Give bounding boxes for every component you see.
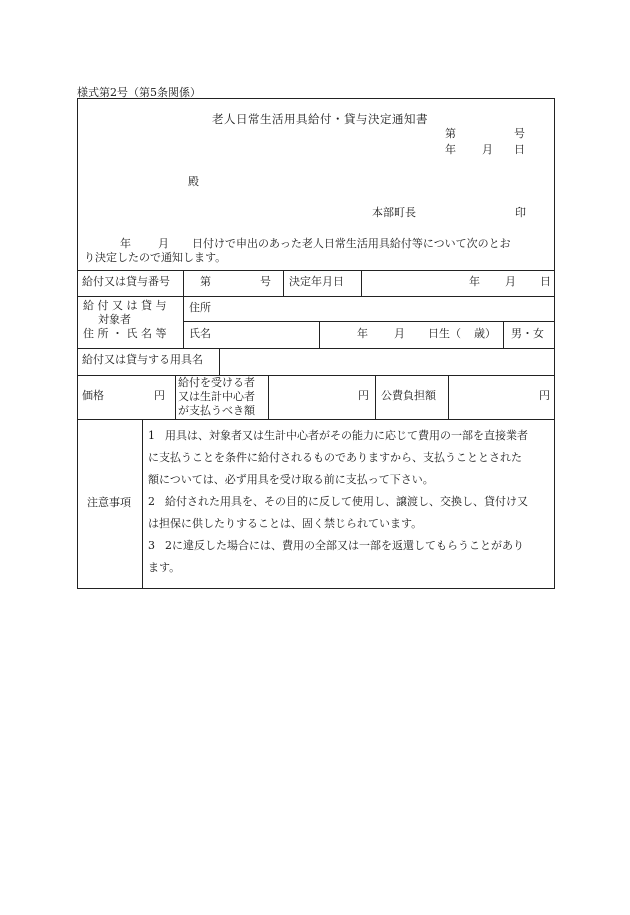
price-label: 価格 [82, 389, 104, 402]
rule-v-row1-a [183, 270, 184, 296]
notice-form [77, 98, 555, 589]
notice-date-day: 日 [514, 143, 525, 156]
rule-v-notes [142, 419, 143, 589]
rule-row4-bottom [78, 419, 554, 420]
payer-label-line1: 給付を受ける者 [178, 376, 255, 389]
note-text: 給付された用具を、その目的に反して使用し、譲渡し、交換し、貸付け又 [165, 495, 528, 508]
grant-number-label: 給付又は貸与番号 [82, 275, 170, 288]
decision-day: 日 [540, 275, 551, 288]
notice-date-month: 月 [482, 143, 493, 156]
note-number: 2 [148, 495, 155, 508]
note-item-1 [148, 425, 552, 447]
rule-v-row3-a [219, 348, 220, 375]
notice-number-go: 号 [514, 127, 525, 140]
addressee-honorific: 殿 [188, 175, 199, 188]
document-title: 老人日常生活用具給付・貸与決定通知書 [212, 112, 428, 126]
issuer-name: 本部町長 [372, 206, 416, 219]
notice-number-dai: 第 [445, 127, 456, 140]
rule-v-row4-b [268, 375, 269, 419]
rule-row2-bottom [78, 348, 554, 349]
note-item-1-cont [148, 469, 552, 491]
recipient-label-line1: 給 付 又 は 貸 与 [83, 299, 167, 312]
note-item-1-cont [148, 447, 552, 469]
decision-date-label: 決定年月日 [289, 275, 344, 288]
note-text: 2に違反した場合には、費用の全部又は一部を返還してもらうことがあり [165, 539, 524, 552]
gender: 男・女 [511, 327, 544, 340]
note-text: に支払うことを条件に給付されるものでありますから、支払うこととされた [148, 451, 522, 464]
payer-yen: 円 [358, 389, 369, 402]
rule-v-row4-a [175, 375, 176, 419]
rule-v-row2-a [183, 296, 184, 348]
note-text: ます。 [148, 561, 181, 574]
note-number: 3 [148, 539, 155, 552]
equipment-name-label: 給付又は貸与する用具名 [82, 353, 203, 366]
form-number-label: 様式第2号（第5条関係） [77, 86, 201, 99]
payer-label-line2: 又は生計中心者 [178, 390, 255, 403]
note-item-3-cont [148, 557, 552, 579]
note-text: 額については、必ず用具を受け取る前に支払って下さい。 [148, 473, 434, 486]
rule-row1-bottom [78, 296, 554, 297]
rule-v-row2-c [503, 321, 504, 348]
issuer-seal: 印 [515, 206, 526, 219]
body-year: 年 [120, 237, 131, 250]
rule-row1-top [78, 270, 554, 271]
grant-number-dai: 第 [200, 275, 211, 288]
payer-label-line3: が支払うべき額 [178, 404, 255, 417]
notes-list [148, 425, 552, 579]
note-item-2-cont [148, 513, 552, 535]
rule-v-row1-c [361, 270, 362, 296]
price-yen: 円 [154, 389, 165, 402]
rule-v-row2-b [319, 321, 320, 348]
note-text: は担保に供したりすることは、固く禁じられています。 [148, 517, 423, 530]
rule-v-row4-c [375, 375, 376, 419]
body-text-line2: り決定したので通知します。 [84, 251, 227, 264]
rule-v-row1-b [283, 270, 284, 296]
recipient-label-line3: 住 所 ・ 氏 名 等 [83, 327, 167, 340]
rule-v-row4-d [448, 375, 449, 419]
grant-number-go: 号 [260, 275, 271, 288]
rule-row3-bottom [78, 375, 554, 376]
birth-year: 年 [357, 327, 368, 340]
decision-year: 年 [469, 275, 480, 288]
note-item-3 [148, 535, 552, 557]
note-number: 1 [148, 429, 155, 442]
birth-day: 日生（ [428, 327, 461, 340]
rule-address-bottom [183, 321, 554, 322]
recipient-label-line2: 対象者 [98, 313, 131, 326]
name-label: 氏名 [189, 327, 211, 340]
public-burden-label: 公費負担額 [381, 389, 436, 402]
body-month: 月 [158, 237, 169, 250]
notice-date-year: 年 [445, 143, 456, 156]
birth-month: 月 [394, 327, 405, 340]
note-text: 用具は、対象者又は生計中心者がその能力に応じて費用の一部を直接業者 [165, 429, 528, 442]
note-item-2 [148, 491, 552, 513]
notes-label: 注意事項 [87, 496, 131, 509]
body-text-line1: 日付けで申出のあった老人日常生活用具給付等について次のとお [192, 237, 511, 250]
decision-month: 月 [505, 275, 516, 288]
age-suffix: 歳） [474, 327, 496, 340]
address-label: 住所 [189, 301, 211, 314]
public-burden-yen: 円 [539, 389, 550, 402]
